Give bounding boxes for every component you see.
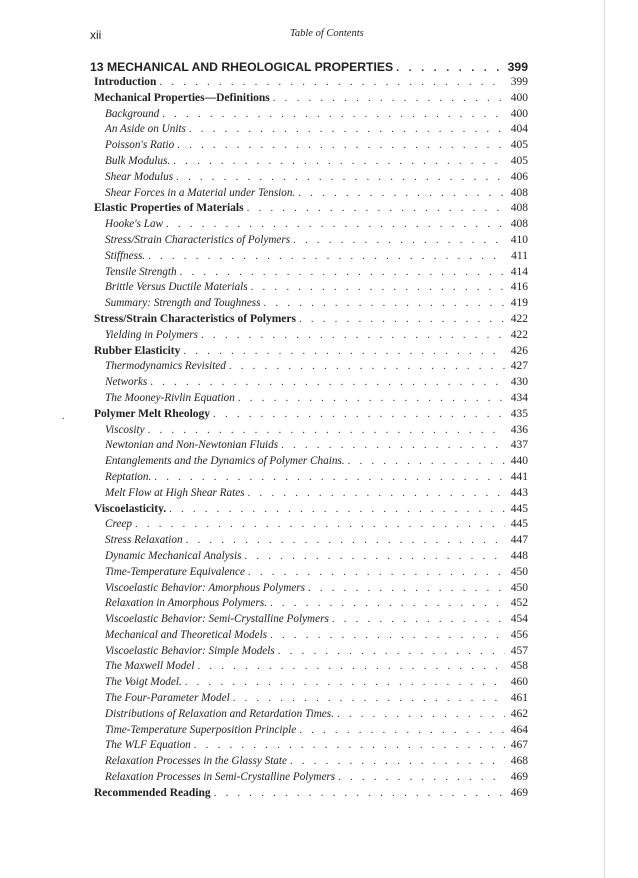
toc-entry-title: Mechanical Properties—Definitions xyxy=(94,91,270,104)
toc-entry-title: Relaxation Processes in the Glassy State xyxy=(105,755,287,768)
running-head: Table of Contents xyxy=(290,28,364,39)
dot-leader xyxy=(338,770,505,786)
toc-entry-title: Creep xyxy=(105,518,132,531)
toc-page-number: 450 xyxy=(510,581,528,594)
toc-page-number: 447 xyxy=(510,534,528,547)
dot-leader xyxy=(270,628,505,644)
toc-subsection-entry xyxy=(90,596,528,612)
toc-entry-title: Dynamic Mechanical Analysis xyxy=(105,549,242,562)
toc-page-number: 400 xyxy=(510,107,528,120)
toc-page-number: 468 xyxy=(510,755,528,768)
dot-leader xyxy=(213,407,505,423)
toc-subsection-entry xyxy=(90,154,528,170)
toc-subsection-entry xyxy=(90,754,528,770)
toc-subsection-entry xyxy=(90,138,528,154)
dot-leader xyxy=(293,233,505,249)
toc-entry-title: Distributions of Relaxation and Retardation Times. xyxy=(105,707,334,720)
toc-page-number: 408 xyxy=(510,202,528,215)
toc-entry-title: Stress/Strain Characteristics of Polymers xyxy=(105,233,291,246)
toc-entry-title: Thermodynamics Revisited xyxy=(105,360,226,373)
toc-entry-title: Summary: Strength and Toughness xyxy=(105,297,261,310)
toc-page-number: 400 xyxy=(510,91,528,104)
toc-page-number: 445 xyxy=(510,518,528,531)
page-folio: xii xyxy=(90,28,102,42)
toc-entry-title: Stress/Strain Characteristics of Polymers xyxy=(94,312,296,325)
toc-entry-title: Brittle Versus Ductile Materials xyxy=(105,281,248,294)
dot-leader xyxy=(159,75,505,91)
dot-leader xyxy=(247,201,505,217)
dot-leader xyxy=(180,265,505,281)
toc-page-number: 426 xyxy=(510,344,528,357)
toc-page-number: 464 xyxy=(510,723,528,736)
dot-leader xyxy=(183,344,505,360)
dot-leader xyxy=(299,723,505,739)
dot-leader xyxy=(189,122,505,138)
toc-subsection-entry xyxy=(90,738,528,754)
toc-subsection-entry xyxy=(90,423,528,439)
toc-page-number: 404 xyxy=(510,123,528,136)
dot-leader xyxy=(154,470,505,486)
toc-page-number: 422 xyxy=(510,328,528,341)
dot-leader xyxy=(248,486,505,502)
toc-page-number: 416 xyxy=(510,281,528,294)
dot-leader xyxy=(278,644,505,660)
toc-page-number: 462 xyxy=(510,707,528,720)
dot-leader xyxy=(273,91,505,107)
toc-page-number: 405 xyxy=(510,139,528,152)
toc-entry-title: Stress Relaxation xyxy=(105,534,183,547)
dot-leader xyxy=(194,738,505,754)
toc-entry-title: Hooke's Law xyxy=(105,218,164,231)
toc-page-number: 448 xyxy=(510,549,528,562)
toc-subsection-entry xyxy=(90,770,528,786)
dot-leader xyxy=(348,454,505,470)
toc-page-number: 434 xyxy=(510,391,528,404)
dot-leader xyxy=(229,359,505,375)
toc-page-number: 441 xyxy=(510,470,528,483)
toc-page-number: 440 xyxy=(510,455,528,468)
page-edge-rule xyxy=(604,0,605,878)
toc-page-number: 435 xyxy=(510,407,528,420)
toc-entry-title: Viscoelastic Behavior: Simple Models xyxy=(105,644,275,657)
toc-entry-title: Viscosity xyxy=(105,423,145,436)
dot-leader xyxy=(251,280,505,296)
toc-section-entry xyxy=(90,407,528,423)
toc-page-number: 456 xyxy=(510,628,528,641)
toc-page-number: 467 xyxy=(510,739,528,752)
toc-page-number: 436 xyxy=(510,423,528,436)
dot-leader xyxy=(169,502,505,518)
toc-entry-title: The Voigt Model. xyxy=(105,676,182,689)
toc-page-number: 406 xyxy=(510,170,528,183)
dot-leader xyxy=(148,249,505,265)
toc-page-number: 450 xyxy=(510,565,528,578)
dot-leader xyxy=(173,154,505,170)
dot-leader xyxy=(177,138,505,154)
toc-entry-title: Melt Flow at High Shear Rates xyxy=(105,486,245,499)
toc-page-number: 454 xyxy=(510,613,528,626)
toc-subsection-entry xyxy=(90,122,528,138)
toc-subsection-entry xyxy=(90,280,528,296)
toc-entry-title: Entanglements and the Dynamics of Polymer Chains. xyxy=(105,455,345,468)
dot-leader xyxy=(281,438,505,454)
dot-leader xyxy=(135,517,505,533)
toc-subsection-entry xyxy=(90,217,528,233)
toc-subsection-entry xyxy=(90,675,528,691)
toc-page-number: 443 xyxy=(510,486,528,499)
toc-subsection-entry xyxy=(90,533,528,549)
toc-entry-title: 13 MECHANICAL AND RHEOLOGICAL PROPERTIES xyxy=(90,60,394,74)
toc-entry-title: The WLF Equation xyxy=(105,739,191,752)
toc-entry-title: Time-Temperature Equivalence xyxy=(105,565,245,578)
toc-page-number: 411 xyxy=(511,249,528,262)
toc-entry-title: Poisson's Ratio xyxy=(105,139,175,152)
dot-leader xyxy=(308,581,505,597)
dot-leader xyxy=(270,596,505,612)
dot-leader xyxy=(298,186,505,202)
toc-page-number: 437 xyxy=(510,439,528,452)
toc-page-number: 419 xyxy=(510,297,528,310)
toc-page-number: 458 xyxy=(510,660,528,673)
toc-entry-title: Polymer Melt Rheology xyxy=(94,407,211,420)
toc-section-entry xyxy=(90,201,528,217)
toc-entry-title: Elastic Properties of Materials xyxy=(94,202,244,215)
toc-entry-title: Recommended Reading xyxy=(94,786,211,799)
toc-subsection-entry xyxy=(90,233,528,249)
toc-page-number: 430 xyxy=(510,376,528,389)
toc-entry-title: Time-Temperature Superposition Principle xyxy=(105,723,297,736)
table-of-contents xyxy=(90,59,528,802)
toc-section-entry xyxy=(90,312,528,328)
dot-leader xyxy=(290,754,505,770)
toc-subsection-entry xyxy=(90,107,528,123)
toc-page-number: 427 xyxy=(510,360,528,373)
toc-subsection-entry xyxy=(90,296,528,312)
toc-page-number: 414 xyxy=(510,265,528,278)
dot-leader xyxy=(245,549,506,565)
toc-page-number: 408 xyxy=(510,186,528,199)
toc-entry-title: Background xyxy=(105,107,160,120)
toc-page-number: 405 xyxy=(510,154,528,167)
toc-page-number: 457 xyxy=(510,644,528,657)
toc-subsection-entry xyxy=(90,707,528,723)
toc-subsection-entry xyxy=(90,391,528,407)
toc-subsection-entry xyxy=(90,170,528,186)
toc-page-number: 469 xyxy=(510,771,528,784)
dot-leader xyxy=(214,786,505,802)
toc-entry-title: Relaxation Processes in Semi-Crystalline Polymers xyxy=(105,771,336,784)
toc-subsection-entry xyxy=(90,549,528,565)
toc-entry-title: Yielding in Polymers xyxy=(105,328,199,341)
toc-entry-title: Tensile Strength xyxy=(105,265,177,278)
toc-page-number: 445 xyxy=(510,502,528,515)
toc-subsection-entry xyxy=(90,438,528,454)
toc-subsection-entry xyxy=(90,249,528,265)
toc-section-entry xyxy=(90,502,528,518)
dot-leader xyxy=(186,533,505,549)
toc-page-number: 422 xyxy=(510,312,528,325)
toc-chapter-entry xyxy=(90,59,528,75)
toc-page-number: 469 xyxy=(510,786,528,799)
toc-entry-title: Reptation. xyxy=(105,470,152,483)
dot-leader xyxy=(176,170,505,186)
dot-leader xyxy=(248,565,505,581)
toc-page-number: 452 xyxy=(510,597,528,610)
toc-subsection-entry xyxy=(90,612,528,628)
dot-leader xyxy=(197,659,505,675)
toc-page-number: 460 xyxy=(510,676,528,689)
dot-leader xyxy=(148,423,505,439)
toc-page-number: 399 xyxy=(507,60,528,74)
margin-speck: . xyxy=(62,410,65,422)
toc-entry-title: Mechanical and Theoretical Models xyxy=(105,628,268,641)
toc-subsection-entry xyxy=(90,723,528,739)
toc-entry-title: Stiffness. xyxy=(105,249,146,262)
toc-subsection-entry xyxy=(90,628,528,644)
toc-subsection-entry xyxy=(90,581,528,597)
toc-entry-title: Relaxation in Amorphous Polymers. xyxy=(105,597,267,610)
dot-leader xyxy=(162,107,505,123)
toc-page-number: 399 xyxy=(510,76,528,88)
toc-entry-title: Shear Modulus xyxy=(105,170,174,183)
toc-subsection-entry xyxy=(90,565,528,581)
toc-subsection-entry xyxy=(90,691,528,707)
toc-entry-title: Viscoelastic Behavior: Semi-Crystalline Polymers xyxy=(105,613,329,626)
toc-entry-title: The Mooney-Rivlin Equation xyxy=(105,391,235,404)
toc-entry-title: Networks xyxy=(105,376,148,389)
toc-subsection-entry xyxy=(90,470,528,486)
toc-entry-title: Newtonian and Non-Newtonian Fluids xyxy=(105,439,279,452)
toc-section-entry xyxy=(90,344,528,360)
dot-leader xyxy=(150,375,505,391)
toc-entry-title: The Four-Parameter Model xyxy=(105,692,230,705)
toc-page-number: 410 xyxy=(510,233,528,246)
toc-entry-title: Shear Forces in a Material under Tension. xyxy=(105,186,296,199)
toc-subsection-entry xyxy=(90,644,528,660)
toc-subsection-entry xyxy=(90,328,528,344)
dot-leader xyxy=(238,391,505,407)
toc-subsection-entry xyxy=(90,359,528,375)
toc-subsection-entry xyxy=(90,517,528,533)
toc-entry-title: Rubber Elasticity xyxy=(94,344,181,357)
toc-subsection-entry xyxy=(90,375,528,391)
dot-leader xyxy=(233,691,505,707)
dot-leader xyxy=(332,612,505,628)
toc-subsection-entry xyxy=(90,454,528,470)
dot-leader xyxy=(166,217,505,233)
toc-subsection-entry xyxy=(90,265,528,281)
toc-entry-title: Bulk Modulus. xyxy=(105,154,171,167)
dot-leader xyxy=(201,328,505,344)
dot-leader xyxy=(299,312,505,328)
toc-entry-title: Viscoelastic Behavior: Amorphous Polymers xyxy=(105,581,305,594)
toc-entry-title: An Aside on Units xyxy=(105,123,186,136)
toc-entry-title: The Maxwell Model xyxy=(105,660,195,673)
toc-section-entry xyxy=(90,91,528,107)
toc-entry-title: Introduction xyxy=(94,76,157,88)
dot-leader xyxy=(264,296,506,312)
toc-section-entry xyxy=(90,75,528,91)
toc-subsection-entry xyxy=(90,486,528,502)
toc-section-entry xyxy=(90,786,528,802)
toc-page-number: 408 xyxy=(510,218,528,231)
dot-leader xyxy=(396,60,505,76)
toc-subsection-entry xyxy=(90,659,528,675)
dot-leader xyxy=(185,675,505,691)
toc-page-number: 461 xyxy=(510,692,528,705)
toc-entry-title: Viscoelasticity. xyxy=(94,502,167,515)
toc-subsection-entry xyxy=(90,186,528,202)
dot-leader xyxy=(337,707,505,723)
